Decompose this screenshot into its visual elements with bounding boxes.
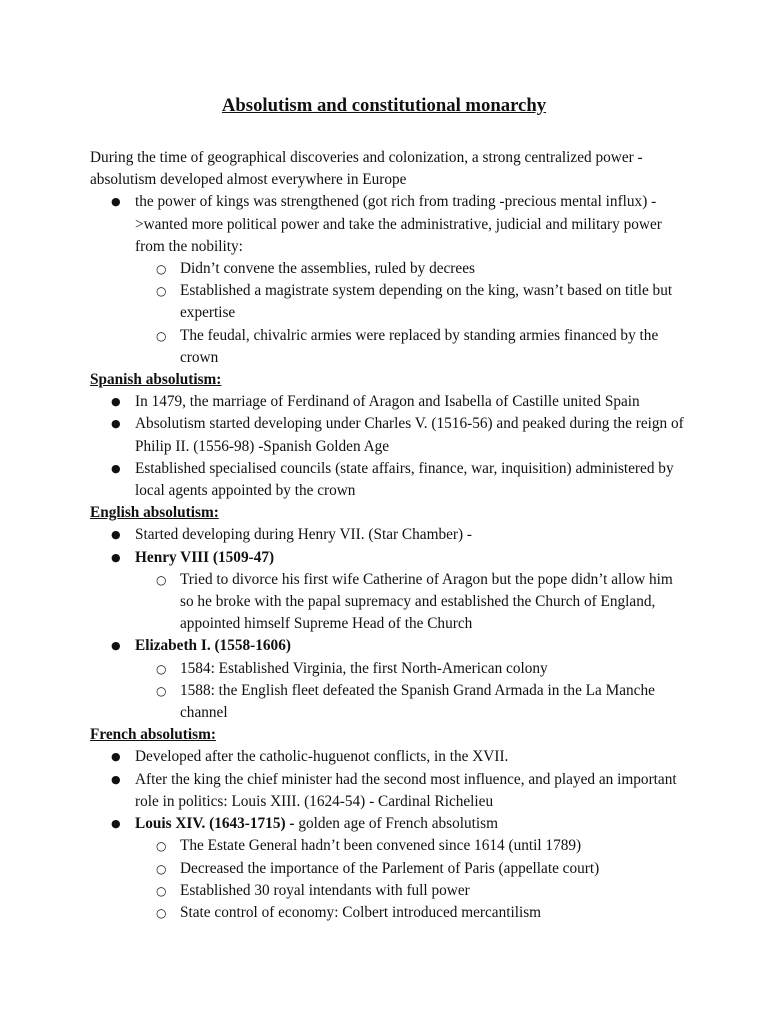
intro-paragraph: During the time of geographical discoveries and colonization, a strong centralized power -absolutism developed almost everywhere in Europe [90,149,643,189]
list-item: ● Absolutism started developing under Charles V. (1516-56) and peaked during the reign of Philip II. (1556-98) -Spanish Golden Age [90,413,690,457]
sub-list-item: ○ Didn’t convene the assemblies, ruled by decrees [135,258,690,280]
sub-list-item: ○ The Estate General hadn’t been convened since 1614 (until 1789) [135,835,690,857]
sub-list-item: ○ 1588: the English fleet defeated the Spanish Grand Armada in the La Manche channel [135,680,690,724]
list-item-bold: Henry VIII (1509-47) [135,548,275,566]
list-item: ● In 1479, the marriage of Ferdinand of Aragon and Isabella of Castille united Spain [90,391,690,413]
list-item: ● Started developing during Henry VII. (Star Chamber) - [90,524,690,546]
section-heading-english: English absolutism: [90,504,219,522]
sub-list [135,835,690,924]
section-heading-spanish: Spanish absolutism: [90,371,222,389]
list-item [90,813,690,924]
sub-list-item: ○ 1584: Established Virginia, the first North-American colony [135,658,690,680]
list-item [90,547,690,636]
sub-list [135,658,690,725]
list-item-bold: Louis XIV. (1643-1715) - [135,815,295,833]
spanish-list [90,391,690,502]
list-item: ● Developed after the catholic-huguenot conflicts, in the XVII. [90,746,690,768]
sub-list-item: ○ Decreased the importance of the Parlement of Paris (appellate court) [135,858,690,880]
french-list [90,746,690,924]
sub-list-item: ○ Established a magistrate system depending on the king, wasn’t based on title but expertise [135,280,690,324]
list-item [90,191,690,369]
sub-list-item: ○ Tried to divorce his first wife Catherine of Aragon but the pope didn’t allow him so he broke with the papal supremacy and established the Church of England, appointed himself Supreme Head of the Church [135,569,690,636]
section-heading-french: French absolutism: [90,726,216,744]
sub-list-item: ○ The feudal, chivalric armies were replaced by standing armies financed by the crown [135,325,690,369]
page-title: Absolutism and constitutional monarchy [221,95,547,116]
list-item: ● After the king the chief minister had the second most influence, and played an important role in politics: Louis XIII. (1624-54) - Cardinal Richelieu [90,769,690,813]
list-item-bold: Elizabeth I. (1558-1606) [135,637,291,655]
document-body [90,147,690,924]
english-list [90,524,690,724]
list-item-text: golden age of French absolutism [294,815,498,833]
sub-list-item: ○ State control of economy: Colbert introduced mercantilism [135,902,690,924]
sub-list [135,258,690,369]
list-item-text: the power of kings was strengthened (got rich from trading -precious mental influx) ->wanted more political power and take the administrative, judicial and military power from the nobility: [135,193,662,255]
sub-list-item: ○ Established 30 royal intendants with full power [135,880,690,902]
general-list [90,191,690,369]
list-item [90,635,690,724]
list-item: ● Established specialised councils (state affairs, finance, war, inquisition) administered by local agents appointed by the crown [90,458,690,502]
sub-list [135,569,690,636]
